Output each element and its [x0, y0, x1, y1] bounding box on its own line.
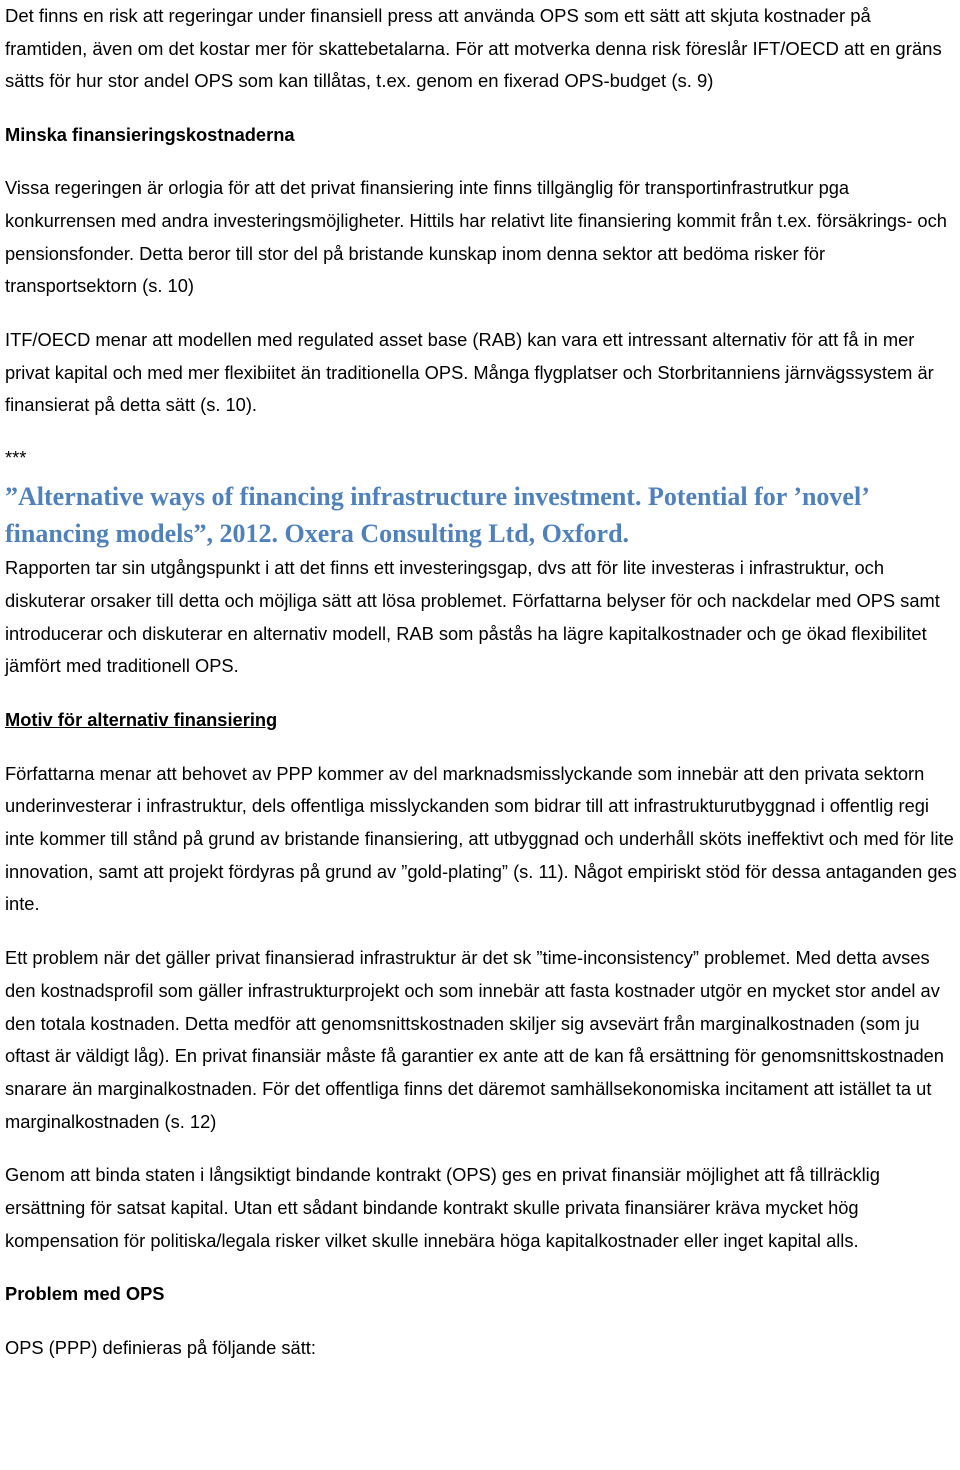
paragraph-market-failure: Författarna menar att behovet av PPP kommer av del marknadsmisslyckande som innebär att den privata sektorn underinvesterar i infrastruktur, dels offentliga misslyckanden som bidrar till att infrastrukturutbyggnad i offentlig regi inte kommer till stånd på grund av bristande finansiering, att utbyggnad och underhåll sköts ineffektivt och med för lite innovation, samt att projekt fördyras på grund av ”gold-plating” (s. 11). Något empiriskt stöd för dessa antaganden ges inte. [5, 762, 957, 915]
heading-problem-med-ops: Problem med OPS [5, 1283, 165, 1305]
heading-motiv-alternativ-finansiering: Motiv för alternativ finansiering [5, 708, 278, 730]
document-page [5, 0, 957, 1365]
paragraph-ops-definition: OPS (PPP) definieras på följande sätt: [5, 1337, 316, 1359]
paragraph-rab-model: ITF/OECD menar att modellen med regulated asset base (RAB) kan vara ett intressant alternativ för att få in mer privat kapital och med mer flexibiitet än traditionella OPS. Många flygplatser och Storbritanniens järnvägssystem är finansierat på detta sätt (s. 10). [5, 329, 934, 416]
paragraph-private-financing: Vissa regeringen är orlogia för att det privat finansiering inte finns tillgänglig för transportinfrastrutkur pga konkurrensen med andra investeringsmöjligheter. Hittils har relativt lite finansiering kommit från t.ex. försäkrings- och pensionsfonder. Detta beror till stor del på bristande kunskap inom denna sektor att bedöma risker för transportsektorn (s. 10) [5, 177, 947, 297]
report-title: ”Alternative ways of financing infrastructure investment. Potential for ’novel’ financing models”, 2012. Oxera Consulting Ltd, Oxford. [5, 482, 868, 549]
section-separator: *** [5, 447, 27, 469]
paragraph-time-inconsistency: Ett problem när det gäller privat finansierad infrastruktur är det sk ”time-inconsistency” problemet. Med detta avses den kostnadsprofil som gäller infrastrukturprojekt och som innebär att fasta kostnader utgör en mycket stor andel av den totala kostnaden. Detta medför att genomsnittskostnaden skiljer sig avsevärt från marginalkostnaden (som ju oftast är väldigt låg). En privat finansiär måste få garantier ex ante att de kan få ersättning för genomsnittskostnaden snarare än marginalkostnaden. För det offentliga finns det däremot samhällsekonomiska incitament att istället ta ut marginalkostnaden (s. 12) [5, 947, 944, 1132]
paragraph-binding-contract: Genom att binda staten i långsiktigt bindande kontrakt (OPS) ges en privat finansiär möjlighet att få tillräcklig ersättning för satsat kapital. Utan ett sådant bindande kontrakt skulle privata finansiärer kräva mycket hög kompensation för politiska/legala risker vilket skulle innebära höga kapitalkostnader eller inget kapital alls. [5, 1164, 880, 1251]
paragraph-ops-budget-risk: Det finns en risk att regeringar under finansiell press att använda OPS som ett sätt att skjuta kostnader på framtiden, även om det kostar mer för skattebetalarna. För att motverka denna risk föreslår IFT/OECD att en gräns sätts för hur stor andel OPS som kan tillåtas, t.ex. genom en fixerad OPS-budget (s. 9) [5, 5, 942, 91]
heading-minska-finansieringskostnaderna: Minska finansieringskostnaderna [5, 123, 295, 145]
paragraph-investment-gap: Rapporten tar sin utgångspunkt i att det finns ett investeringsgap, dvs att för lite investeras i infrastruktur, och diskuterar orsaker till detta och möjliga sätt att lösa problemet. Författarna belyser för och nackdelar med OPS samt introducerar och diskuterar en alternativ modell, RAB som påstås ha lägre kapitalkostnader och ge ökad flexibilitet jämfört med traditionell OPS. [5, 557, 940, 677]
